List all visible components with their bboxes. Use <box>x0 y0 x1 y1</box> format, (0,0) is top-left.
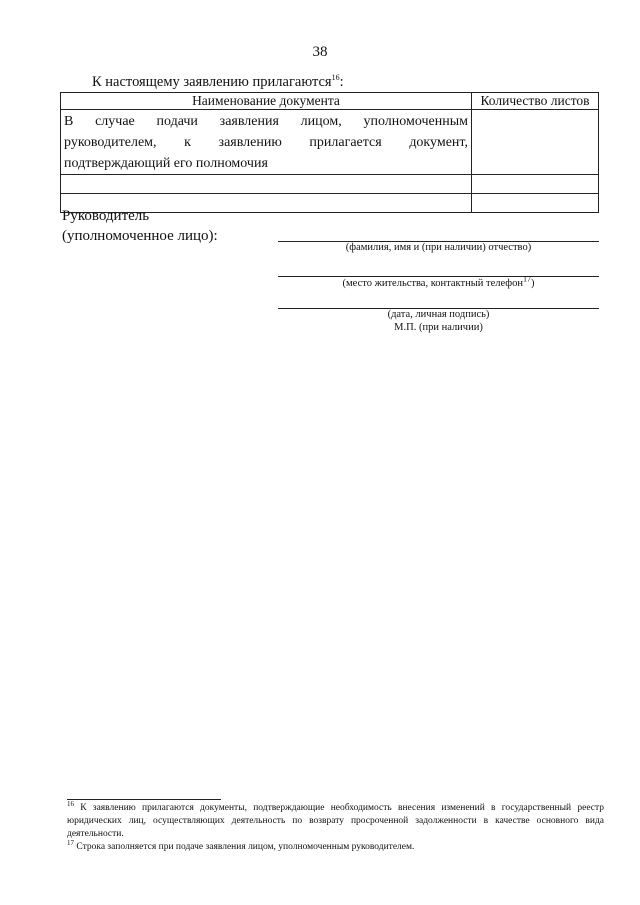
table-header-row <box>61 93 599 110</box>
sheet-count-cell[interactable] <box>472 175 599 194</box>
footnote-text: К заявлению прилагаются документы, подтверждающие необходимость внесения изменений в государственный реестр юридических лиц, осуществляющих деятельность по возврату просроченной задолженности в качестве основного вида деятельности. <box>67 803 605 839</box>
footnote-ref-16: 16 <box>331 73 340 83</box>
column-header-sheet-count: Количество листов <box>472 93 599 110</box>
address-phone-caption <box>278 274 599 289</box>
attachments-intro-colon: : <box>339 74 344 90</box>
footnote-separator <box>67 799 221 800</box>
footnote-text: Строка заполняется при подаче заявления лицом, уполномоченным руководителем. <box>76 842 415 852</box>
sheet-count-cell[interactable] <box>472 110 599 175</box>
date-signature-caption: (дата, личная подпись) <box>387 309 490 320</box>
attachments-intro-text: К настоящему заявлению прилагаются <box>92 74 332 90</box>
table-row <box>61 110 599 175</box>
attachments-table <box>60 92 599 213</box>
address-caption-end: ) <box>530 278 535 289</box>
sheet-count-cell[interactable] <box>472 194 599 213</box>
address-caption-text: (место жительства, контактный телефон <box>342 278 523 289</box>
address-phone-line[interactable] <box>278 276 599 277</box>
document-name-cell[interactable]: В случае подачи заявления лицом, уполномоченным руководителем, к заявлению прилагается документ, подтверждающий его полномочия <box>61 110 472 175</box>
page-number: 38 <box>312 44 328 60</box>
signer-title: Руководитель <box>62 208 150 224</box>
footnote-ref-17: 17 <box>522 274 531 284</box>
signer-subtitle: (уполномоченное лицо): <box>62 228 218 244</box>
footnote-17 <box>67 838 604 854</box>
full-name-caption: (фамилия, имя и (при наличии) отчество) <box>345 242 532 253</box>
footnote-16 <box>67 799 605 841</box>
attachments-intro <box>92 74 344 91</box>
seal-caption: М.П. (при наличии) <box>394 322 483 333</box>
column-header-document-name: Наименование документа <box>61 93 472 110</box>
footnote-number: 17 <box>67 838 74 847</box>
document-name-cell[interactable] <box>61 175 472 194</box>
table-row <box>61 175 599 194</box>
footnote-number: 16 <box>67 799 74 808</box>
